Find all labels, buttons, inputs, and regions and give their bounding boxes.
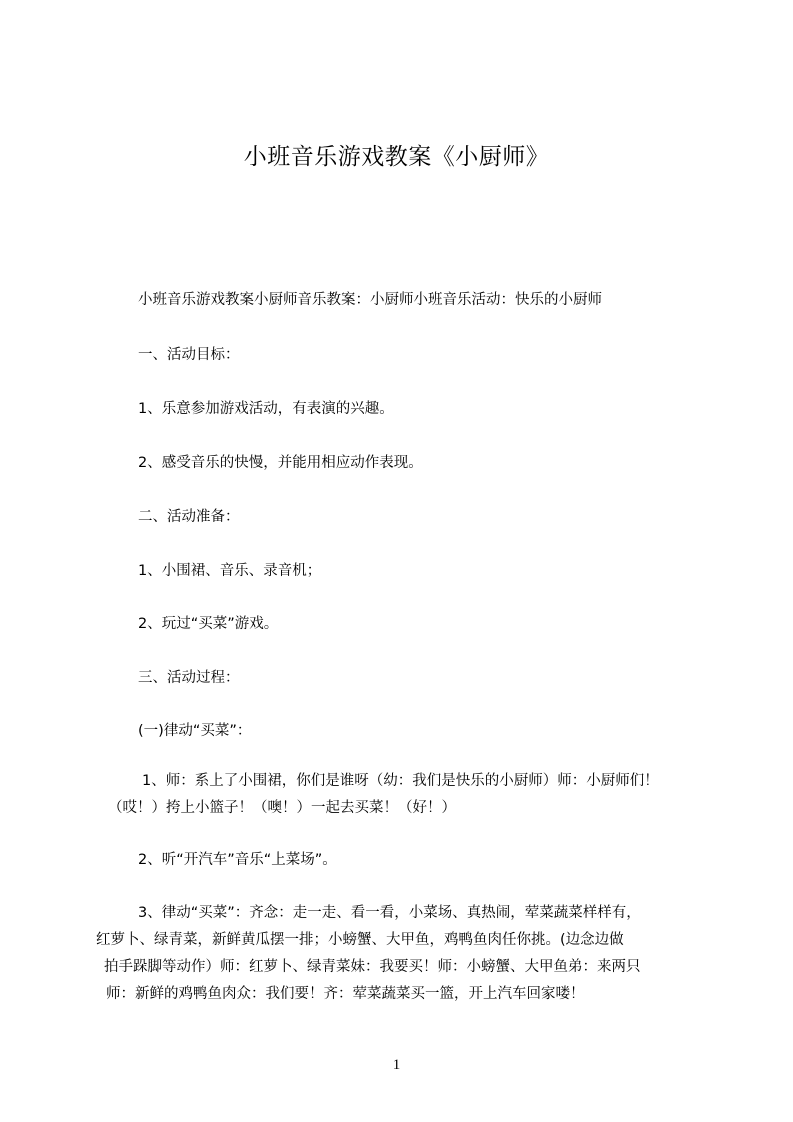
process-step-3 [96,900,641,1008]
intro-paragraph: 小班音乐游戏教案小厨师音乐教案：小厨师小班音乐活动：快乐的小厨师 [138,292,602,308]
goal-item-1: 1、乐意参加游戏活动，有表演的兴趣。 [138,401,394,417]
process-step-3-line: 师：新鲜的鸡鸭鱼肉众：我们要！齐：荤菜蔬菜买一篮，开上汽车回家喽！ [106,986,585,1002]
process-step-3-line: 拍手跺脚等动作）师：红萝卜、绿青菜妹：我要买！师：小螃蟹、大甲鱼弟：来两只 [104,959,641,975]
preparation-item-2: 2、玩过“买菜”游戏。 [138,616,279,632]
process-step-3-line: 红萝卜、绿青菜，新鲜黄瓜摆一排；小螃蟹、大甲鱼，鸡鸭鱼肉任你挑。(边念边做 [96,932,624,948]
section-heading-goals: 一、活动目标： [138,347,240,363]
process-step-2: 2、听“开汽车”音乐“上菜场”。 [138,852,337,868]
section-heading-preparation: 二、活动准备： [138,509,240,525]
subsection-heading-rhythm: (一)律动“买菜”： [138,723,252,739]
section-heading-process: 三、活动过程： [138,670,240,686]
process-step-1-line: （哎！）挎上小篮子！（噢！）一起去买菜！（好！） [108,800,456,816]
process-step-3-line: 3、律动“买菜”：齐念：走一走、看一看，小菜场、真热闹，荤菜蔬菜样样有， [138,905,641,921]
document-title: 小班音乐游戏教案《小厨师》 [243,144,550,170]
process-step-1-line: 1、师：系上了小围裙，你们是谁呀（幼：我们是快乐的小厨师）师：小厨师们！ [142,773,659,789]
page-number: 1 [392,1057,401,1073]
preparation-item-1: 1、小围裙、音乐、录音机； [138,563,322,579]
process-step-1 [108,768,659,822]
goal-item-2: 2、感受音乐的快慢，并能用相应动作表现。 [138,455,423,471]
